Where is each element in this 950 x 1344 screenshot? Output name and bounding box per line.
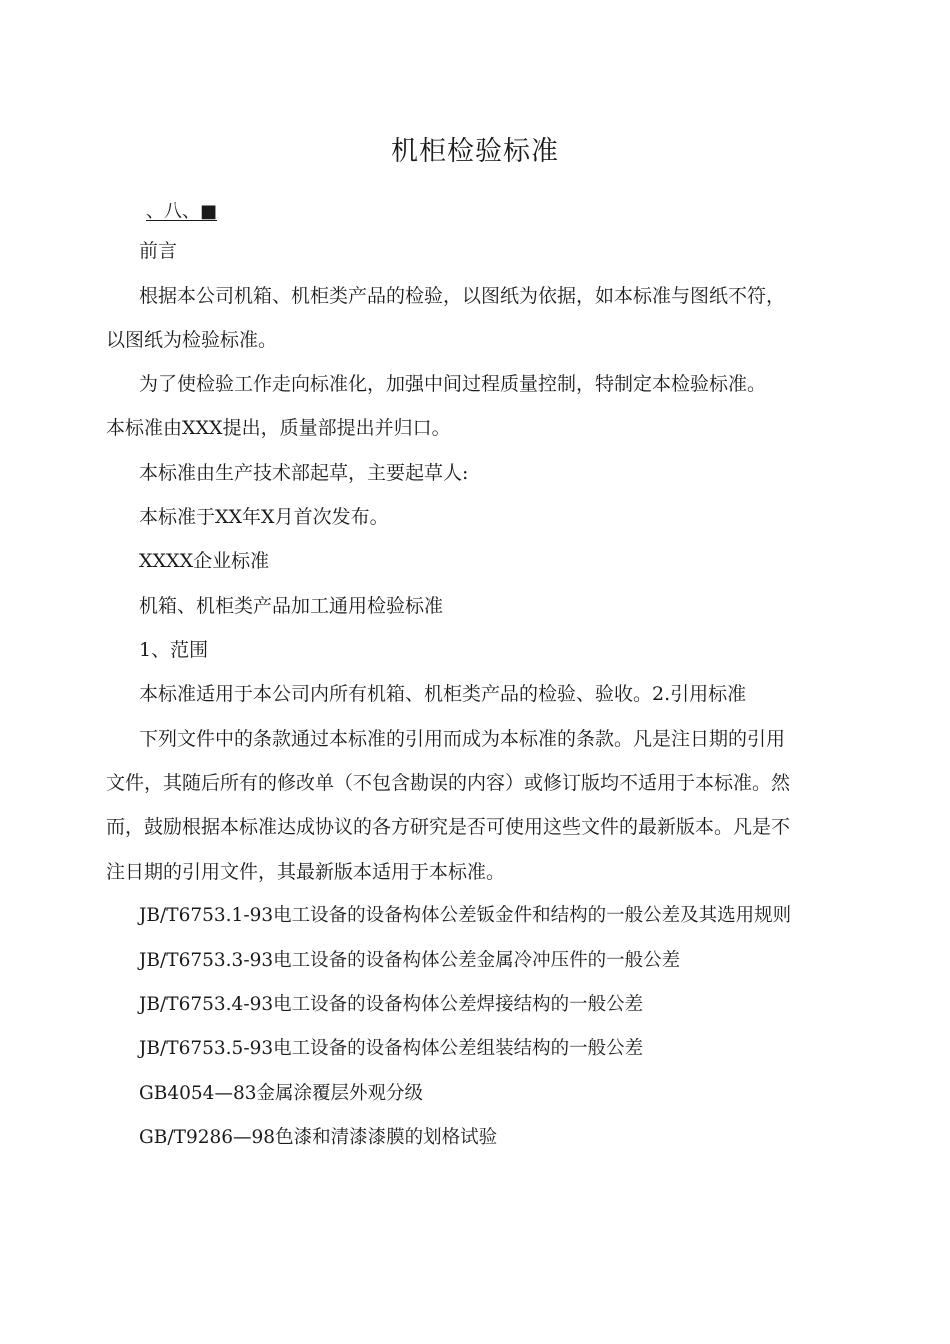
paragraph-line: 为了使检验工作走向标准化，加强中间过程质量控制，特制定本检验标准。: [139, 373, 767, 395]
paragraph-line: 注日期的引用文件，其最新版本适用于本标准。: [106, 861, 506, 883]
reference-item: GB/T9286—98色漆和清漆漆膜的划格试验: [139, 1127, 498, 1148]
standard-label: XXXX企业标准: [139, 550, 270, 572]
reference-item: JB/T6753.3-93电工设备的设备构体公差金属冷冲压件的一般公差: [139, 950, 681, 971]
reference-item: JB/T6753.5-93电工设备的设备构体公差组装结构的一般公差: [139, 1038, 644, 1059]
paragraph-line: 本标准由XXX提出，质量部提出并归口。: [106, 417, 451, 439]
document-title: 机柜检验标准: [391, 136, 559, 167]
paragraph-line: 本标准由生产技术部起草，主要起草人:: [139, 462, 469, 484]
paragraph-line: 以图纸为检验标准。: [106, 329, 278, 351]
paragraph-line: 文件，其随后所有的修改单（不包含勘误的内容）或修订版均不适用于本标准。然: [106, 772, 791, 794]
paragraph-line: 本标准于XX年X月首次发布。: [139, 506, 389, 528]
standard-name: 机箱、机柜类产品加工通用检验标准: [139, 595, 444, 617]
paragraph-line: 根据本公司机箱、机柜类产品的检验，以图纸为依据，如本标准与图纸不符，: [139, 285, 786, 307]
reference-item: JB/T6753.4-93电工设备的设备构体公差焊接结构的一般公差: [139, 994, 644, 1015]
preface-heading: 前言: [139, 240, 178, 262]
paragraph-line: 而，鼓励根据本标准达成协议的各方研究是否可使用这些文件的最新版本。凡是不: [106, 816, 791, 838]
paragraph-line: 本标准适用于本公司内所有机箱、机柜类产品的检验、验收。2.引用标准: [139, 683, 747, 705]
reference-item: JB/T6753.1-93电工设备的设备构体公差钣金件和结构的一般公差及其选用规则: [139, 905, 792, 926]
paragraph-line: 下列文件中的条款通过本标准的引用而成为本标准的条款。凡是注日期的引用: [139, 728, 786, 750]
toc-marker: 、八、■: [146, 201, 218, 222]
reference-item: GB4054—83金属涂覆层外观分级: [139, 1083, 423, 1104]
section-heading-scope: 1、范围: [139, 639, 209, 661]
